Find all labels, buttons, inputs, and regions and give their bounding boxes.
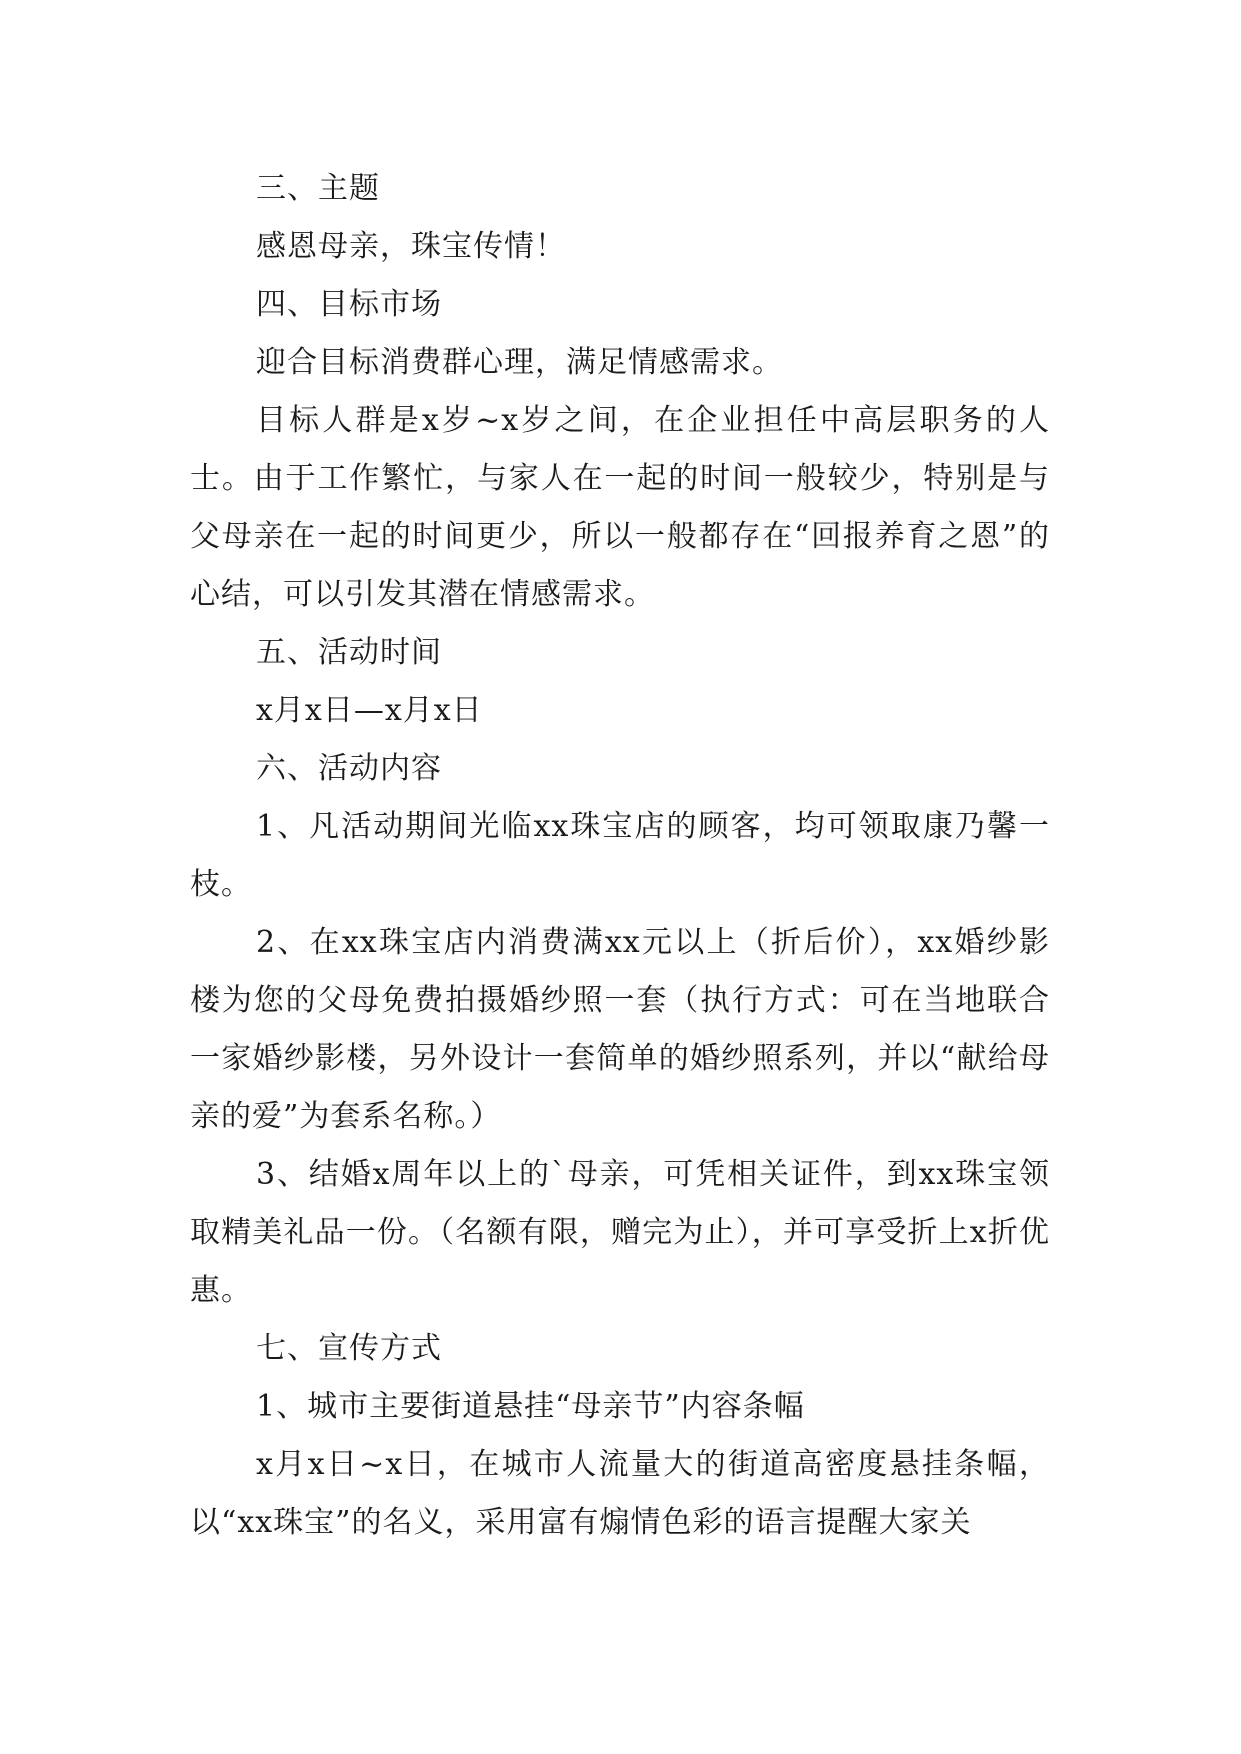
promotion-item-1-detail: x月x日~x日，在城市人流量大的街道高密度悬挂条幅，以“xx珠宝”的名义，采用富有煽情色彩的语言提醒大家关: [190, 1447, 1050, 1540]
section-heading-event-time: 五、活动时间: [256, 635, 442, 670]
section-heading-event-content: 六、活动内容: [256, 751, 442, 786]
section-heading-theme: 三、主题: [256, 171, 380, 206]
document-body: [190, 160, 1050, 1552]
target-audience-paragraph: 目标人群是x岁~x岁之间，在企业担任中高层职务的人士。由于工作繁忙，与家人在一起的时间一般较少，特别是与父母亲在一起的时间更少，所以一般都存在“回报养育之恩”的心结，可以引发其潜在情感需求。: [190, 403, 1050, 612]
target-market-summary: 迎合目标消费群心理，满足情感需求。: [256, 345, 783, 380]
event-content-item-1: 1、凡活动期间光临xx珠宝店的顾客，均可领取康乃馨一枝。: [190, 809, 1050, 902]
event-time-text: x月x日—x月x日: [256, 693, 483, 728]
promotion-item-1: 1、城市主要街道悬挂“母亲节”内容条幅: [256, 1389, 805, 1424]
section-heading-target-market: 四、目标市场: [256, 287, 442, 322]
theme-text: 感恩母亲，珠宝传情！: [256, 229, 566, 264]
section-heading-promotion: 七、宣传方式: [256, 1331, 442, 1366]
event-content-item-2: 2、在xx珠宝店内消费满xx元以上（折后价），xx婚纱影楼为您的父母免费拍摄婚纱照一套（执行方式：可在当地联合一家婚纱影楼，另外设计一套简单的婚纱照系列，并以“献给母亲的爱”为套系名称。）: [190, 925, 1050, 1134]
event-content-item-3: 3、结婚x周年以上的`母亲，可凭相关证件，到xx珠宝领取精美礼品一份。（名额有限，赠完为止），并可享受折上x折优惠。: [190, 1157, 1050, 1308]
